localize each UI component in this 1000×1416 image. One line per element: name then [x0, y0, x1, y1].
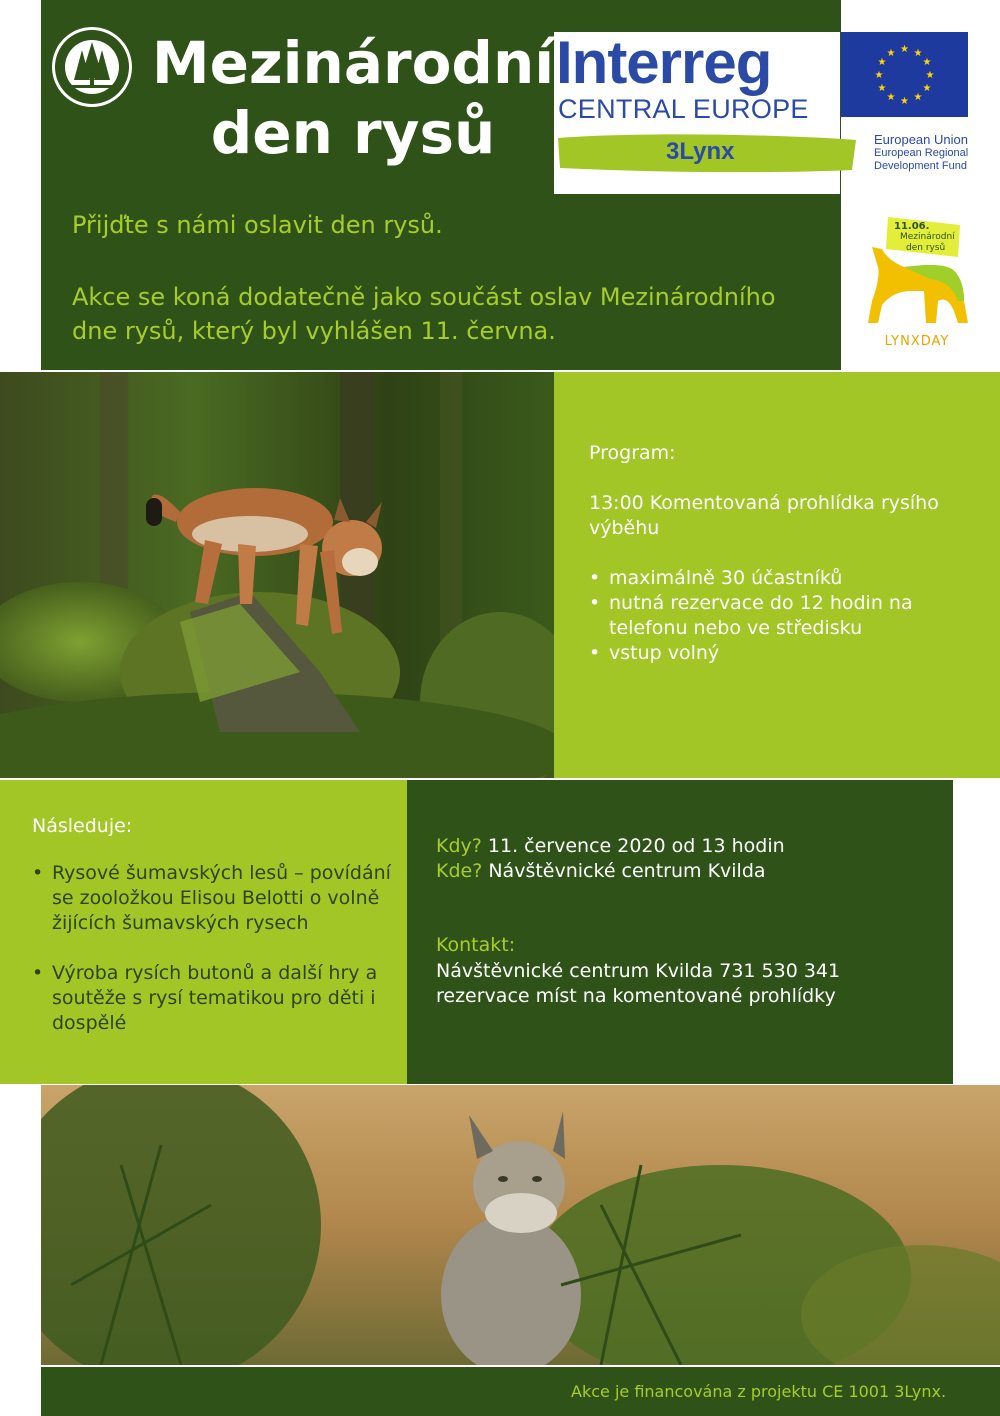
svg-text:★: ★ [922, 57, 932, 68]
eu-line-3: Development Fund [874, 160, 967, 172]
list-item: • Rysové šumavských lesů – povídání se zooložkou Elisou Belotti o volně žijících šumavských rysech [32, 861, 397, 936]
contact-heading: Kontakt: [436, 934, 516, 956]
lynxday-brand: LYNXDAY [884, 334, 950, 349]
intro-text-1: Přijďte s námi oslavit den rysů. [72, 211, 443, 239]
lynxday-date: 11.06. [894, 221, 930, 232]
list-item: • vstup volný [589, 641, 969, 666]
where-label: Kde? [436, 860, 483, 882]
svg-text:★: ★ [900, 96, 909, 107]
contact-note: rezervace míst na komentované prohlídky [436, 985, 836, 1007]
svg-text:★: ★ [886, 48, 896, 59]
list-item: • maximálně 30 účastníků [589, 566, 969, 591]
svg-text:★: ★ [922, 83, 932, 94]
list-item: • Výroba rysích butonů a další hry a soutěže s rysí tematikou pro děti i dospělé [32, 961, 397, 1036]
when-value: 11. července 2020 od 13 hodin [487, 835, 785, 857]
title-line-1: Mezinárodní [151, 29, 555, 97]
lynxday-line-1: Mezinárodní [900, 232, 955, 242]
program-tour-item: 13:00 Komentovaná prohlídka rysího výběhu [589, 492, 939, 539]
page-title [148, 28, 558, 168]
event-when [436, 834, 785, 859]
svg-text:★: ★ [913, 48, 923, 59]
program-heading: Program: [589, 442, 676, 464]
interreg-wordmark: Interreg [556, 29, 772, 96]
title-line-2: den rysů [210, 99, 496, 167]
program-bullet-list [589, 566, 969, 666]
project-name: 3Lynx [666, 138, 735, 165]
where-value: Návštěvnické centrum Kvilda [488, 860, 766, 882]
central-europe-wordmark: CENTRAL EUROPE [558, 94, 809, 124]
eu-flag-icon [841, 32, 968, 117]
lynx-on-rocks-photo [0, 372, 554, 778]
lynxday-logo [860, 205, 975, 350]
svg-text:★: ★ [900, 44, 909, 55]
intro-text-2: Akce se koná dodatečně jako součást oslav Mezinárodního dne rysů, který byl vyhlášen 11. června. [72, 283, 776, 345]
interreg-logo [554, 29, 840, 194]
when-label: Kdy? [436, 835, 482, 857]
eu-line-2: European Regional [874, 147, 969, 159]
lynx-in-grass-photo [41, 1085, 1000, 1365]
svg-text:★: ★ [925, 70, 935, 81]
event-info-panel [407, 780, 953, 1084]
following-heading: Následuje: [32, 815, 133, 837]
contact-phone: Návštěvnické centrum Kvilda 731 530 341 [436, 960, 841, 982]
svg-text:★: ★ [874, 70, 884, 81]
eu-line-1: European Union [874, 132, 968, 147]
following-bullet-list [32, 861, 397, 1061]
svg-text:★: ★ [877, 57, 887, 68]
event-where [436, 859, 766, 884]
national-park-logo [51, 26, 133, 108]
svg-text:★: ★ [877, 83, 887, 94]
list-item: • nutná rezervace do 12 hodin na telefonu nebo ve středisku [589, 591, 969, 641]
lynxday-line-2: den rysů [906, 243, 946, 253]
eu-fund-text [874, 132, 968, 173]
funding-note: Akce je financována z projektu CE 1001 3Lynx. [571, 1382, 947, 1401]
svg-text:★: ★ [886, 92, 896, 103]
svg-text:★: ★ [913, 92, 923, 103]
